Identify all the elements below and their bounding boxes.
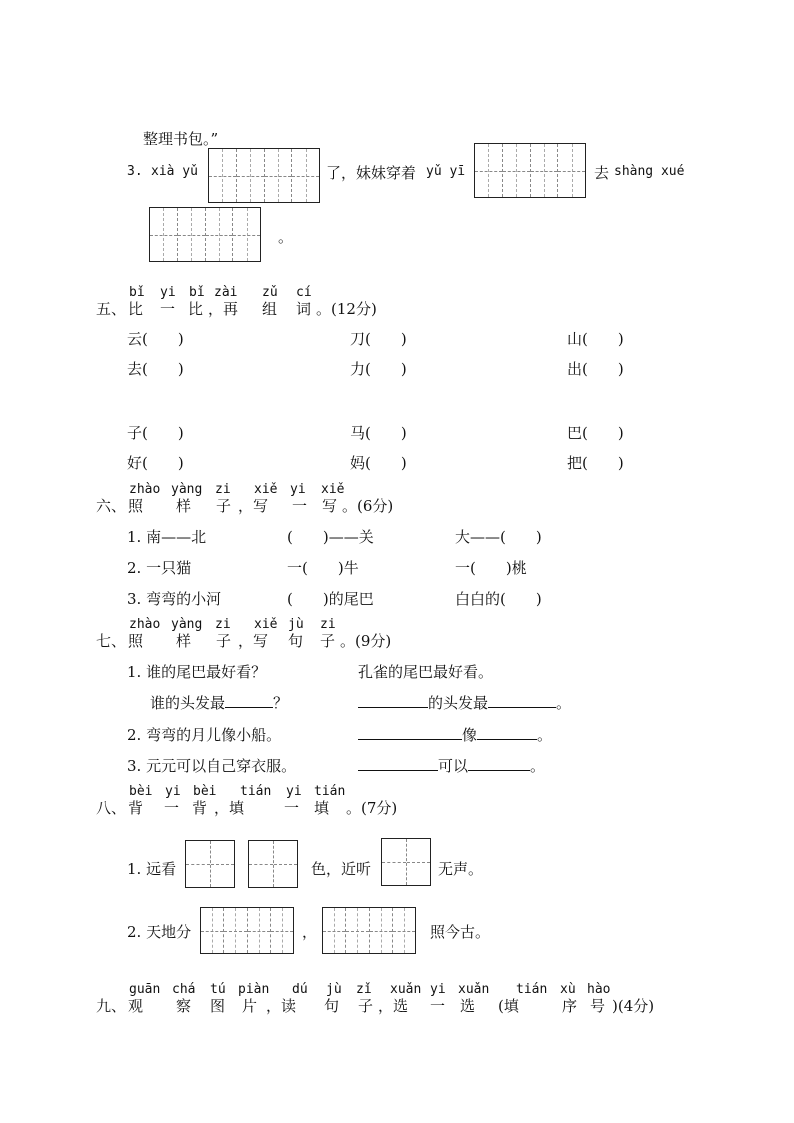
- q6-item[interactable]: 一( )桃: [455, 559, 527, 577]
- q7-sentence-2: 2. 弯弯的月儿像小船。: [127, 726, 282, 744]
- q8-line2-start: 2. 天地分: [127, 923, 192, 941]
- answer-blank[interactable]: [468, 756, 530, 771]
- q4-item3-number: 3.: [127, 164, 143, 179]
- q5-item[interactable]: 力( ): [350, 360, 407, 378]
- q8-line1-start: 1. 远看: [127, 860, 177, 878]
- answer-blank[interactable]: [358, 693, 428, 708]
- q6-pinyin: yàng: [171, 482, 203, 497]
- q9-pinyin: dú: [292, 982, 308, 997]
- q9-pinyin: guān: [129, 982, 161, 997]
- q6-pinyin: yi: [290, 482, 306, 497]
- q7-example-answer: 孔雀的尾巴最好看。: [358, 663, 494, 681]
- q5-pinyin: yi: [160, 285, 176, 300]
- q6-item: 1. 南——北: [127, 528, 207, 546]
- q8-pinyin: tián: [240, 784, 272, 799]
- q5-item[interactable]: 刀( ): [350, 330, 407, 348]
- q6-item: 2. 一只猫: [127, 559, 192, 577]
- q4-item3-pinyin-2: yǔ yī: [426, 164, 466, 179]
- writing-grid-3[interactable]: [149, 207, 261, 262]
- q6-pinyin: xiě: [254, 482, 278, 497]
- q5-item[interactable]: 把( ): [567, 454, 624, 472]
- q7-example-question: 1. 谁的尾巴最好看？: [127, 663, 267, 681]
- poem-grid[interactable]: [322, 907, 416, 954]
- q7-fill-question: 谁的头发最 ？: [150, 694, 289, 712]
- q5-pinyin: bǐ: [129, 285, 145, 300]
- q4-item3-text-2: 去: [594, 164, 610, 182]
- q8-pinyin: tián: [314, 784, 346, 799]
- q7-pinyin: zi: [320, 617, 336, 632]
- q6-item[interactable]: 一( )牛: [287, 559, 359, 577]
- q8-line1-middle: 色，近听: [311, 860, 372, 878]
- q8-line1-end: 无声。: [438, 860, 484, 878]
- q7-pinyin: xiě: [254, 617, 278, 632]
- q8-heading: 八、 背 一 背 ，填 一 填 。(7分): [96, 799, 398, 817]
- q7-heading: 七、 照 样 子 ，写 句 子 。(9分): [96, 632, 392, 650]
- q8-line2-end: 照今古。: [430, 923, 491, 941]
- q7-pinyin: yàng: [171, 617, 203, 632]
- poem-box[interactable]: [248, 840, 298, 888]
- q5-item[interactable]: 巴( ): [567, 424, 624, 442]
- q5-item[interactable]: 好( ): [127, 454, 184, 472]
- q6-item: 3. 弯弯的小河: [127, 590, 222, 608]
- q6-item[interactable]: ( )的尾巴: [287, 590, 374, 608]
- q5-item[interactable]: 山( ): [567, 330, 624, 348]
- q8-line2-comma: ，: [302, 923, 318, 941]
- q9-pinyin: xuǎn: [458, 982, 490, 997]
- answer-blank[interactable]: [358, 725, 462, 740]
- poem-box[interactable]: [185, 840, 235, 888]
- q7-pinyin: zi: [215, 617, 231, 632]
- poem-box[interactable]: [381, 838, 431, 886]
- q9-pinyin: tú: [210, 982, 226, 997]
- q6-heading: 六、 照 样 子 ，写 一 写 。(6分): [96, 497, 394, 515]
- q5-item[interactable]: 妈( ): [350, 454, 407, 472]
- q9-pinyin: zǐ: [356, 982, 372, 997]
- writing-grid-1[interactable]: [208, 148, 320, 203]
- q6-pinyin: xiě: [321, 482, 345, 497]
- answer-blank[interactable]: [225, 693, 273, 708]
- q5-item[interactable]: 云( ): [127, 330, 184, 348]
- q8-pinyin: bèi: [193, 784, 217, 799]
- q6-pinyin: zhào: [129, 482, 161, 497]
- poem-grid[interactable]: [200, 907, 294, 954]
- q9-pinyin: hào: [587, 982, 611, 997]
- q6-pinyin: zi: [215, 482, 231, 497]
- q5-heading: 五、 比 一 比 ，再 组 词 。(12分): [96, 300, 377, 318]
- answer-blank[interactable]: [358, 756, 438, 771]
- q5-item[interactable]: 马( ): [350, 424, 407, 442]
- q7-fill-2: 像 。: [358, 724, 552, 745]
- q6-item[interactable]: 白白的( ): [455, 590, 542, 608]
- q9-pinyin: xù: [560, 982, 576, 997]
- q9-pinyin: piàn: [238, 982, 270, 997]
- q9-pinyin: tián: [516, 982, 548, 997]
- q5-pinyin: bǐ: [189, 285, 205, 300]
- q5-item[interactable]: 出( ): [567, 360, 624, 378]
- q8-pinyin: yi: [286, 784, 302, 799]
- q9-heading: 九、 观 察 图 片 ，读 句 子 ，选 一 选 (填 序 号 )(4分): [96, 997, 655, 1015]
- q7-fill-3: 可以 。: [358, 755, 545, 776]
- q5-pinyin: cí: [296, 285, 312, 300]
- q5-pinyin: zài: [214, 285, 238, 300]
- q7-pinyin: zhào: [129, 617, 161, 632]
- q8-pinyin: bèi: [129, 784, 153, 799]
- q9-pinyin: yi: [430, 982, 446, 997]
- q6-item[interactable]: 大——( ): [455, 528, 542, 546]
- q9-pinyin: chá: [172, 982, 196, 997]
- q5-item[interactable]: 去( ): [127, 360, 184, 378]
- q9-pinyin: xuǎn: [390, 982, 422, 997]
- answer-blank[interactable]: [477, 725, 537, 740]
- q7-fill-answer: 的头发最 。: [358, 692, 571, 713]
- q5-item[interactable]: 子( ): [127, 424, 184, 442]
- q7-sentence-3: 3. 元元可以自己穿衣服。: [127, 757, 297, 775]
- writing-grid-2[interactable]: [474, 143, 586, 198]
- q6-item[interactable]: ( )——关: [287, 528, 374, 546]
- q4-item3-text-1: 了，妹妹穿着: [326, 164, 417, 182]
- q7-pinyin: jù: [288, 617, 304, 632]
- q4-item3-pinyin-1: xià yǔ: [151, 164, 198, 179]
- q9-pinyin: jù: [326, 982, 342, 997]
- q4-item3-pinyin-3: shàng xué: [614, 164, 685, 179]
- q4-item3-end: 。: [278, 228, 294, 246]
- q5-pinyin: zǔ: [262, 285, 278, 300]
- q4-continuation: 整理书包。”: [143, 130, 219, 148]
- q8-pinyin: yi: [165, 784, 181, 799]
- answer-blank[interactable]: [488, 693, 556, 708]
